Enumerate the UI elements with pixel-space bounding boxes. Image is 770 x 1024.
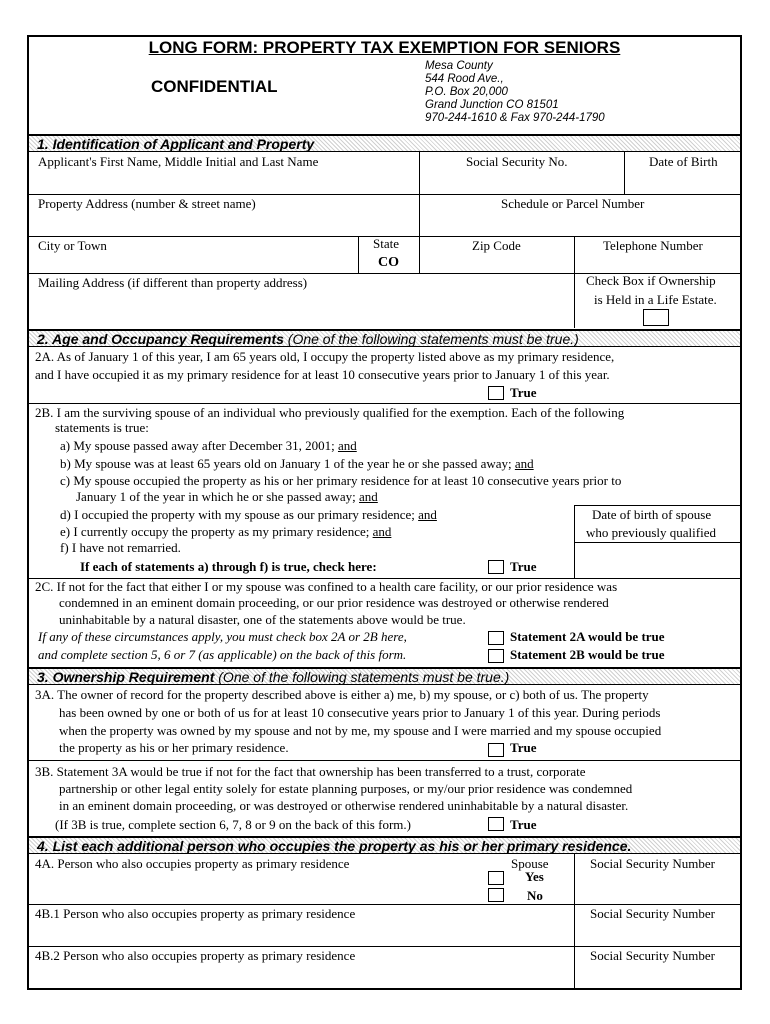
applicant-name-label: Applicant's First Name, Middle Initial and Last Name	[38, 154, 319, 169]
statement-2b-e: e) I currently occupy the property as my primary residence; and	[60, 524, 392, 539]
statement-2b-line-2: statements is true:	[55, 420, 149, 435]
property-address-label: Property Address (number & street name)	[38, 196, 256, 211]
confidential-label: CONFIDENTIAL	[151, 77, 278, 96]
spouse-no-label: No	[527, 888, 543, 903]
section-2-heading: 2. Age and Occupancy Requirements (One of the following statements must be true.)	[29, 329, 740, 347]
statement-2b-checkbox[interactable]	[488, 560, 504, 574]
statement-3b-line-2: partnership or other legal entity solely for estate planning purposes, or my/our prior residence was condemned	[59, 781, 633, 796]
form-title: LONG FORM: PROPERTY TAX EXEMPTION FOR SENIORS	[148, 38, 621, 57]
exemption-form	[27, 35, 742, 990]
ssn-label-4b2: Social Security Number	[590, 948, 715, 963]
statement-2c-line-2: condemned in an eminent domain proceeding, or our prior residence was destroyed or otherwise rendered	[59, 595, 609, 610]
statement-2c-line-1: 2C. If not for the fact that either I or my spouse was confined to a health care facility, or our prior residence was	[35, 579, 618, 594]
ssn-label: Social Security No.	[466, 154, 568, 169]
life-estate-label-2: is Held in a Life Estate.	[594, 292, 717, 307]
true-label-2a: True	[510, 385, 537, 400]
statement-3a-line-4: the property as his or her primary residence.	[59, 740, 289, 755]
statement-2c-line-4: If any of these circumstances apply, you must check box 2A or 2B here,	[38, 629, 407, 644]
true-label-2b: True	[510, 559, 537, 574]
statement-3b-line-3: in an eminent domain proceeding, or was destroyed or otherwise rendered uninhabitable by a natural disaster.	[59, 798, 629, 813]
county-address: Mesa County 544 Rood Ave., P.O. Box 20,000 Grand Junction CO 81501 970-244-1610 & Fax 970-244-1790	[425, 60, 605, 124]
life-estate-checkbox[interactable]	[643, 309, 669, 326]
statement-3b-checkbox[interactable]	[488, 817, 504, 831]
statement-2a-alt-checkbox[interactable]	[488, 631, 504, 645]
statement-3b-line-1: 3B. Statement 3A would be true if not for the fact that ownership has been transferred to a trust, corporate	[35, 764, 586, 779]
life-estate-label-1: Check Box if Ownership	[586, 273, 716, 288]
city-label: City or Town	[38, 238, 107, 253]
spouse-label: Spouse	[511, 856, 549, 871]
ssn-label-4a: Social Security Number	[590, 856, 715, 871]
ssn-label-4b1: Social Security Number	[590, 906, 715, 921]
each-true-label: If each of statements a) through f) is true, check here:	[80, 559, 377, 574]
statement-3b-line-4: (If 3B is true, complete section 6, 7, 8 or 9 on the back of this form.)	[55, 817, 411, 832]
statement-2b-c-line-2: January 1 of the year in which he or she passed away; and	[76, 489, 378, 504]
person-4b1-label: 4B.1 Person who also occupies property as primary residence	[35, 906, 356, 921]
statement-3a-checkbox[interactable]	[488, 743, 504, 757]
statement-2a-line-2: and I have occupied it as my primary residence for at least 10 consecutive years prior to January 1 of this year.	[35, 367, 610, 382]
statement-2b-line-1: 2B. I am the surviving spouse of an individual who previously qualified for the exemption. Each of the following	[35, 405, 625, 420]
mailing-address-label: Mailing Address (if different than property address)	[38, 275, 308, 290]
parcel-number-label: Schedule or Parcel Number	[501, 196, 645, 211]
statement-2b-f: f) I have not remarried.	[60, 540, 181, 555]
person-4b2-label: 4B.2 Person who also occupies property as primary residence	[35, 948, 356, 963]
statement-2a-line-1: 2A. As of January 1 of this year, I am 65 years old, I occupy the property listed above as my primary residence,	[35, 349, 615, 364]
state-label: State	[373, 236, 399, 251]
statement-3a-line-1: 3A. The owner of record for the property described above is either a) me, b) my spouse, or c) both of us. The property	[35, 687, 649, 702]
statement-2b-c-line-1: c) My spouse occupied the property as his or her primary residence for at least 10 consecutive years prior to	[60, 473, 622, 488]
spouse-dob-label-1: Date of birth of spouse	[592, 507, 712, 522]
statement-2a-checkbox[interactable]	[488, 386, 504, 400]
section-3-heading: 3. Ownership Requirement (One of the following statements must be true.)	[29, 667, 740, 685]
statement-2a-alt-label: Statement 2A would be true	[510, 629, 665, 644]
statement-2b-a: a) My spouse passed away after December 31, 2001; and	[60, 438, 357, 453]
dob-label: Date of Birth	[649, 154, 718, 169]
section-1-heading: 1. Identification of Applicant and Property	[29, 134, 740, 152]
spouse-dob-label-2: who previously qualified	[586, 525, 716, 540]
statement-2b-d: d) I occupied the property with my spouse as our primary residence; and	[60, 507, 437, 522]
statement-2b-alt-label: Statement 2B would be true	[510, 647, 665, 662]
spouse-yes-checkbox[interactable]	[488, 871, 504, 885]
true-label-3b: True	[510, 817, 537, 832]
person-4a-label: 4A. Person who also occupies property as primary residence	[35, 856, 350, 871]
section-4-heading: 4. List each additional person who occupies the property as his or her primary residence.	[29, 836, 740, 854]
statement-2c-line-5: and complete section 5, 6 or 7 (as applicable) on the back of this form.	[38, 647, 407, 662]
spouse-no-checkbox[interactable]	[488, 888, 504, 902]
statement-2b-alt-checkbox[interactable]	[488, 649, 504, 663]
state-value: CO	[378, 255, 399, 270]
statement-3a-line-2: has been owned by one or both of us for at least 10 consecutive years prior to January 1 of this year. During periods	[59, 705, 661, 720]
phone-label: Telephone Number	[603, 238, 703, 253]
statement-2c-line-3: uninhabitable by a natural disaster, one of the statements above would be true.	[59, 612, 466, 627]
zip-label: Zip Code	[472, 238, 521, 253]
statement-3a-line-3: when the property was owned by my spouse and not by me, my spouse and I were married and my spouse occupied	[59, 723, 662, 738]
true-label-3a: True	[510, 740, 537, 755]
statement-2b-b: b) My spouse was at least 65 years old on January 1 of the year he or she passed away; and	[60, 456, 534, 471]
spouse-yes-label: Yes	[525, 869, 544, 884]
